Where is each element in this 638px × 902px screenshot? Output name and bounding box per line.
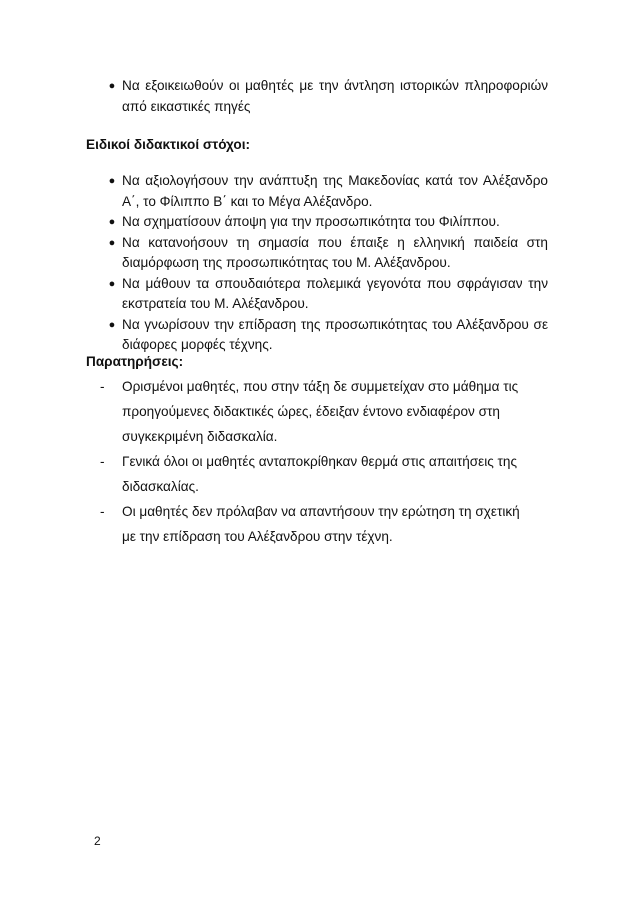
observations-list (86, 374, 538, 549)
list-item-text: Να γνωρίσουν την επίδραση της προσωπικότητας του Αλέξανδρου σε διάφορες μορφές τέχνης. (122, 316, 548, 352)
list-item (86, 76, 548, 117)
list-item-text: Να κατανοήσουν τη σημασία που έπαιξε η ελληνική παιδεία στη διαμόρφωση της προσωπικότητας του Μ. Αλέξανδρου. (122, 234, 548, 270)
observations-heading-wrap (86, 352, 548, 373)
list-item (86, 499, 538, 549)
intro-bullet-list (86, 76, 548, 117)
list-item-text: Να σχηματίσουν άποψη για την προσωπικότητα του Φιλίππου. (122, 214, 500, 229)
bullet-icon: ● (108, 277, 116, 290)
list-item (86, 315, 548, 356)
intro-section (86, 76, 548, 117)
section-heading: Παρατηρήσεις: (86, 354, 184, 369)
list-item-text: Να μάθουν τα σπουδαιότερα πολεμικά γεγονότα που σφράγισαν την εκστρατεία του Μ. Αλέξανδρου. (122, 275, 548, 311)
section-heading: Ειδικοί διδακτικοί στόχοι: (86, 137, 251, 152)
bullet-icon: ● (108, 216, 116, 228)
bullet-icon: ● (108, 318, 116, 331)
list-item-text: Οι μαθητές δεν πρόλαβαν να απαντήσουν την ερώτηση τη σχετική με την επίδραση του Αλέξανδρου στην τέχνη. (122, 504, 520, 544)
specific-goals-section (86, 171, 548, 356)
list-item (86, 233, 548, 274)
bullet-icon: ● (108, 80, 116, 92)
bullet-icon: ● (108, 236, 116, 249)
list-item-text: Να εξοικειωθούν οι μαθητές με την άντληση ιστορικών πληροφοριών από εικαστικές πηγές (122, 78, 548, 114)
list-item-text: Ορισμένοι μαθητές, που στην τάξη δε συμμετείχαν στο μάθημα τις προηγούμενες διδακτικές ώρες, έδειξαν έντονο ενδιαφέρον στη συγκεκριμένη διδασκαλία. (122, 379, 519, 444)
dash-marker: - (100, 454, 105, 469)
list-item-text: Να αξιολογήσουν την ανάπτυξη της Μακεδονίας κατά τον Αλέξανδρο Α΄, το Φίλιππο Β΄ και το Μέγα Αλέξανδρο. (122, 173, 548, 209)
specific-goals-list (86, 171, 548, 356)
list-item (86, 374, 538, 449)
list-item (86, 274, 548, 315)
list-item-text: Γενικά όλοι οι μαθητές ανταποκρίθηκαν θερμά στις απαιτήσεις της διδασκαλίας. (122, 454, 518, 494)
specific-goals-heading-wrap (86, 135, 548, 156)
observations-section (86, 374, 538, 549)
dash-marker: - (100, 504, 105, 519)
list-item (86, 449, 538, 499)
list-item (86, 212, 548, 233)
bullet-icon: ● (108, 175, 116, 187)
page-number: 2 (94, 834, 101, 848)
dash-marker: - (100, 379, 105, 394)
list-item (86, 171, 548, 212)
